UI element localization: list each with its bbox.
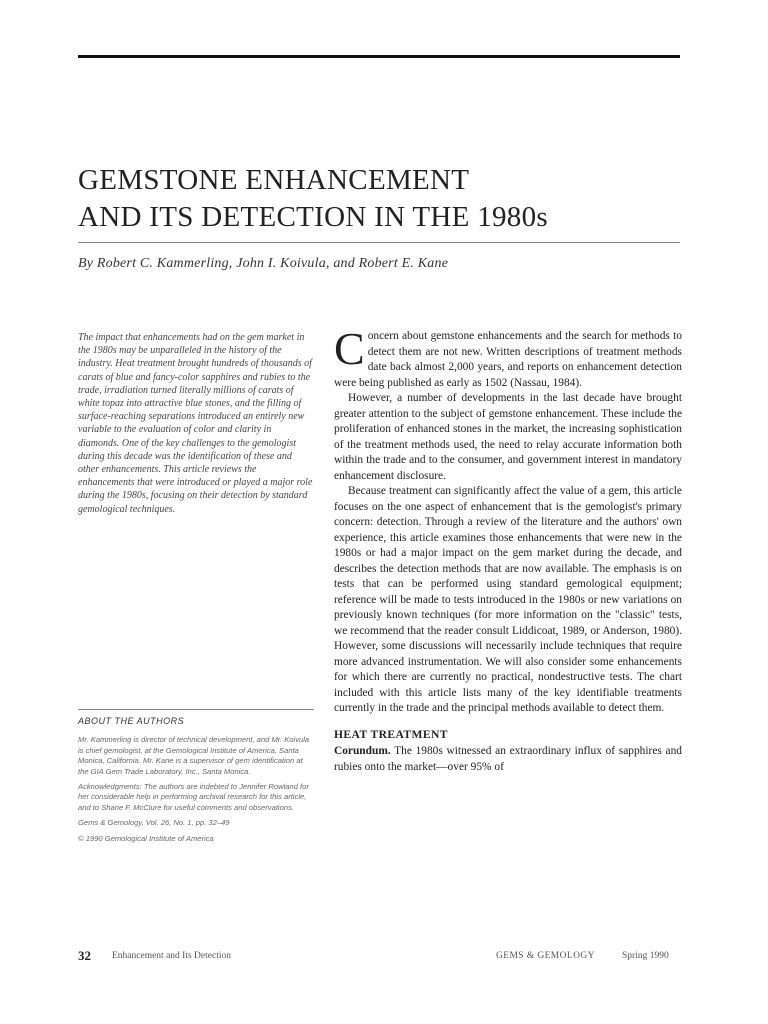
section-heading: HEAT TREATMENT [334, 727, 448, 741]
paragraph-1-text: oncern about gemstone enhancements and the search for methods to detect them are not new. Written descriptions of treatment methods date back almost 2,000 years, and reports on enhancement detection were being published as early as 1502 (Nassau, 1984). [334, 330, 682, 389]
abstract: The impact that enhancements had on the gem market in the 1980s may be unparalleled in the history of the industry. Heat treatment brought hundreds of thousands of carats of blue and fancy-color sapphires and rubies to the trade, irradiation turned literally millions of carats of white topaz into attractive blue stones, and the filling of surface-reaching separations introduced an entirely new variable to the evaluation of color and clarity in diamonds. One of the key challenges to the gemologist during this decade was the identification of these and other enhancements. This article reviews the enhancements that were introduced or played a major role during the 1980s, focusing on their detection by standard gemological techniques. [78, 332, 313, 515]
paragraph-3: Because treatment can significantly affect the value of a gem, this article focuses on the one aspect of enhancement that is the gemologist's primary concern: detection. Through a review of the literature and the authors' own experience, this article examines those enhancements that were new in the 1980s or had a major impact on the gem market during the decade, and describes the detection methods that are now available. The emphasis is on tests that can be performed using standard gemological equipment; reference will be made to tests introduced in the 1980s or new variations on previously known techniques (for more information on the "classic" tests, we recommend that the reader consult Liddicoat, 1989, or Anderson, 1980). However, some discussions will necessarily include techniques that require more advanced instrumentation. We will also consider some enhancements for which there are currently no practical, nondestructive tests. The chart included with this article lists many of the key identifiable treatments currently in the trade and the principal methods available to detect them. [334, 485, 682, 714]
drop-cap: C [334, 323, 365, 374]
citation: Gems & Gemology, Vol. 26, No. 1, pp. 32–49 [78, 818, 230, 828]
title-line-1: GEMSTONE ENHANCEMENT [78, 164, 470, 196]
page-footer [78, 950, 682, 966]
about-the-authors [78, 716, 314, 849]
issue-date: Spring 1990 [622, 951, 669, 961]
author-bio: Mr. Kammerling is director of technical development, and Mr. Koivula is chief gemologist, at the Gemological Institute of America, Santa Monica, California. Mr. Kane is a supervisor of gem identification at the GIA Gem Trade Laboratory, Inc., Santa Monica. [78, 735, 310, 776]
page-number: 32 [78, 948, 91, 963]
running-title: Enhancement and Its Detection [112, 951, 231, 961]
byline: By Robert C. Kammerling, John I. Koivula, and Robert E. Kane [78, 256, 449, 271]
acknowledgments: Acknowledgments: The authors are indebted to Jennifer Rowland for her considerable help in performing archival research for this article, and to Shane F. McClure for useful comments and observations. [78, 782, 309, 812]
journal-name: GEMS & GEMOLOGY [496, 951, 595, 961]
about-heading: ABOUT THE AUTHORS [78, 716, 185, 726]
title-rule [78, 242, 680, 243]
article-title [78, 162, 680, 236]
title-line-2: AND ITS DETECTION IN THE 1980s [78, 201, 548, 233]
copyright: © 1990 Gemological Institute of America [78, 833, 214, 843]
paragraph-4-text: The 1980s witnessed an extraordinary influx of sapphires and rubies onto the market—over 95% of [334, 745, 682, 773]
paragraph-2: However, a number of developments in the last decade have brought greater attention to the subject of gemstone enhancement. These include the proliferation of enhanced stones in the market, the increasing sophistication of the treatment methods used, the need to relay accurate information both within the trade and to the consumer, and government interest in mandatory enhancement disclosure. [334, 392, 682, 482]
about-rule [78, 709, 314, 710]
top-rule [78, 55, 680, 58]
paragraph-1 [334, 323, 682, 391]
run-in-heading: Corundum. [334, 745, 391, 757]
paragraph-4 [334, 744, 682, 775]
body-column [334, 323, 682, 775]
